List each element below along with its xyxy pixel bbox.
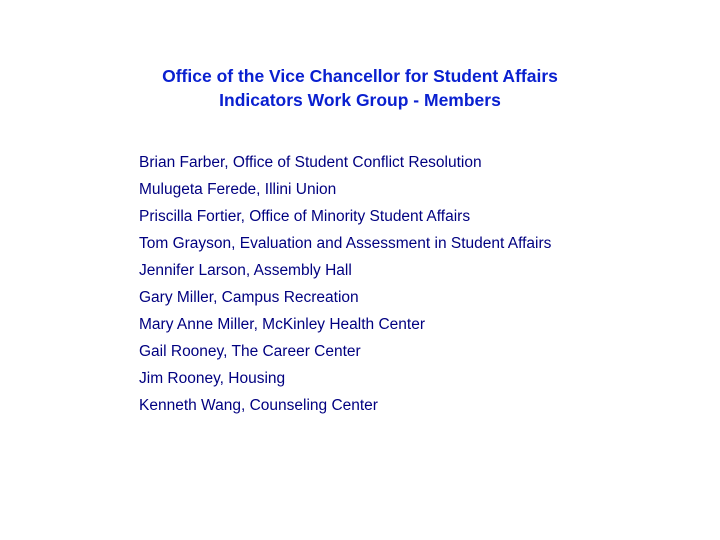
member-item: Mulugeta Ferede, Illini Union — [139, 181, 337, 198]
member-item: Tom Grayson, Evaluation and Assessment in Student Affairs — [139, 235, 552, 252]
member-item: Gail Rooney, The Career Center — [139, 343, 361, 360]
member-item: Jennifer Larson, Assembly Hall — [139, 262, 352, 279]
title-line-1: Office of the Vice Chancellor for Student Affairs — [162, 66, 558, 86]
member-item: Gary Miller, Campus Recreation — [139, 289, 359, 306]
member-item: Jim Rooney, Housing — [139, 370, 286, 387]
member-item: Kenneth Wang, Counseling Center — [139, 397, 378, 414]
slide-title — [0, 64, 720, 112]
title-line-2: Indicators Work Group - Members — [219, 90, 501, 110]
member-item: Brian Farber, Office of Student Conflict Resolution — [139, 154, 482, 171]
member-item: Priscilla Fortier, Office of Minority Student Affairs — [139, 208, 471, 225]
member-item: Mary Anne Miller, McKinley Health Center — [139, 316, 426, 333]
member-list — [139, 149, 551, 419]
